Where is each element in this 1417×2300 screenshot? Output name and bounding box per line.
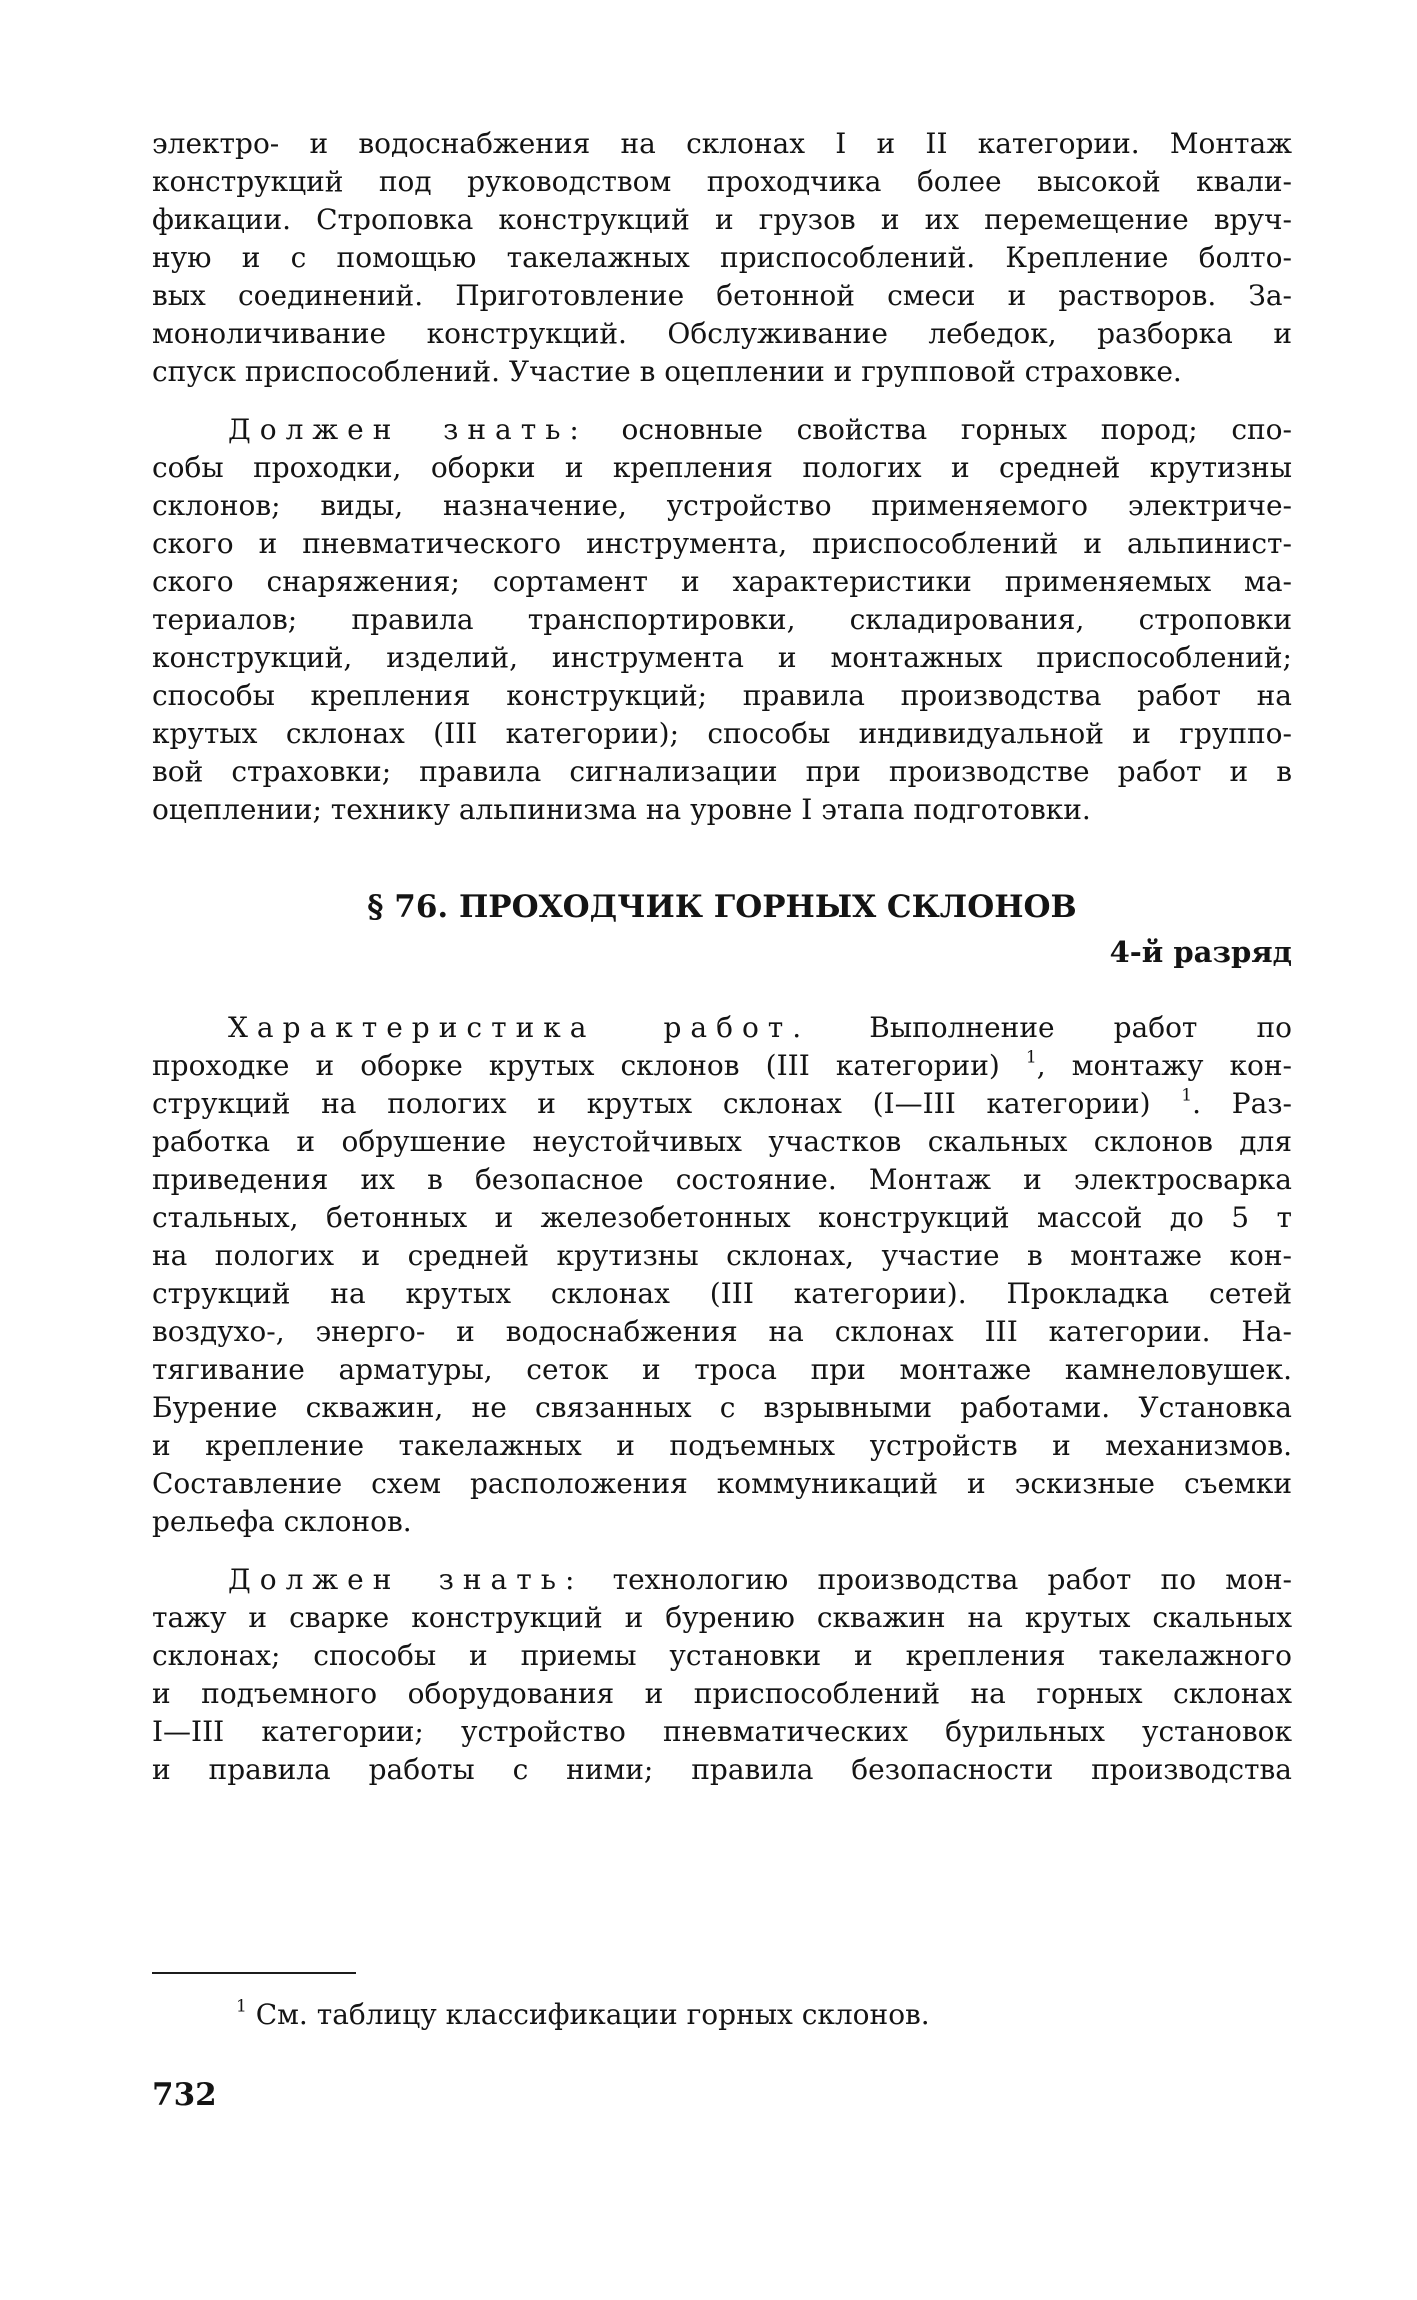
footnote [236,1995,930,2035]
footnote-marker: 1 [236,1996,247,2017]
text-line: тажу и сварке конструкций и бурению скважин на крутых скальных [152,1601,1292,1634]
text-line: ского снаряжения; сортамент и характеристики применяемых ма- [152,565,1292,598]
text-fragment: струкций на пологих и крутых склонах (I—III категории) [152,1087,1182,1120]
text-fragment: проходке и оборке крутых склонов (III категории) [152,1049,1026,1082]
text-line: тягивание арматуры, сеток и троса при монтаже камнеловушек. [152,1353,1292,1386]
text-line: воздухо-, энерго- и водоснабжения на склонах III категории. На- [152,1315,1292,1348]
paragraph-lead: Характеристика работ. [228,1011,811,1044]
footnote-separator [152,1972,356,1974]
text-line: конструкций, изделий, инструмента и монтажных приспособлений; [152,641,1292,674]
text-line: ную и с помощью такелажных приспособлений. Крепление болто- [152,241,1292,274]
text-line: на пологих и средней крутизны склонах, участие в монтаже кон- [152,1239,1292,1272]
footnote-text: См. таблицу классификации горных склонов. [246,1998,930,2031]
text-line: моноличивание конструкций. Обслуживание лебедок, разборка и [152,317,1292,350]
text-fragment: технологию производства работ по мон- [583,1563,1293,1596]
text-fragment: , монтажу кон- [1036,1049,1292,1082]
text-line: приведения их в безопасное состояние. Монтаж и электросварка [152,1163,1292,1196]
text-line: склонов; виды, назначение, устройство применяемого электриче- [152,489,1292,522]
text-line: и правила работы с ними; правила безопасности производства [152,1753,1292,1786]
paragraph-lead: Должен знать: [228,1563,584,1596]
text-line: спуск приспособлений. Участие в оцеплении и групповой страховке. [152,355,1182,388]
text-line: способы крепления конструкций; правила производства работ на [152,679,1292,712]
text-line: вой страховки; правила сигнализации при производстве работ и в [152,755,1292,788]
text-line: вых соединений. Приготовление бетонной смеси и растворов. За- [152,279,1292,312]
text-line: электро- и водоснабжения на склонах I и II категории. Монтаж [152,127,1292,160]
text-line: склонах; способы и приемы установки и крепления такелажного [152,1639,1292,1672]
section-rank: 4-й разряд [1109,935,1292,969]
paragraph-first-line [228,1008,1292,1048]
text-fragment: Выполнение работ по [810,1011,1292,1044]
page-number: 732 [152,2077,217,2113]
text-line: собы проходки, оборки и крепления пологих и средней крутизны [152,451,1292,484]
text-line: Бурение скважин, не связанных с взрывными работами. Установка [152,1391,1292,1424]
section-title: § 76. ПРОХОДЧИК ГОРНЫХ СКЛОНОВ [367,889,1077,925]
text-line: крутых склонах (III категории); способы индивидуальной и группо- [152,717,1292,750]
text-line: рельефа склонов. [152,1505,412,1538]
text-line: и подъемного оборудования и приспособлений на горных склонах [152,1677,1292,1710]
text-line: оцеплении; технику альпинизма на уровне I этапа подготовки. [152,793,1091,826]
paragraph-first-line [228,1560,1292,1600]
text-fragment: . Раз- [1192,1087,1292,1120]
text-fragment: основные свойства горных пород; спо- [587,413,1293,446]
text-line [152,1084,1292,1124]
footnote-reference: 1 [1025,1047,1037,1068]
text-line: ского и пневматического инструмента, приспособлений и альпинист- [152,527,1292,560]
paragraph-first-line [228,410,1292,450]
text-line: фикации. Строповка конструкций и грузов и их перемещение вруч- [152,203,1292,236]
text-line [152,1046,1292,1086]
text-line: стальных, бетонных и железобетонных конструкций массой до 5 т [152,1201,1292,1234]
text-line: териалов; правила транспортировки, складирования, строповки [152,603,1292,636]
text-line: струкций на крутых склонах (III категории). Прокладка сетей [152,1277,1292,1310]
footnote-reference: 1 [1181,1085,1193,1106]
text-line: и крепление такелажных и подъемных устройств и механизмов. [152,1429,1292,1462]
paragraph-lead: Должен знать: [228,413,588,446]
text-line: I—III категории; устройство пневматических бурильных установок [152,1715,1292,1748]
text-line: конструкций под руководством проходчика более высокой квали- [152,165,1292,198]
text-line: работка и обрушение неустойчивых участков скальных склонов для [152,1125,1292,1158]
text-line: Составление схем расположения коммуникаций и эскизные съемки [152,1467,1292,1500]
